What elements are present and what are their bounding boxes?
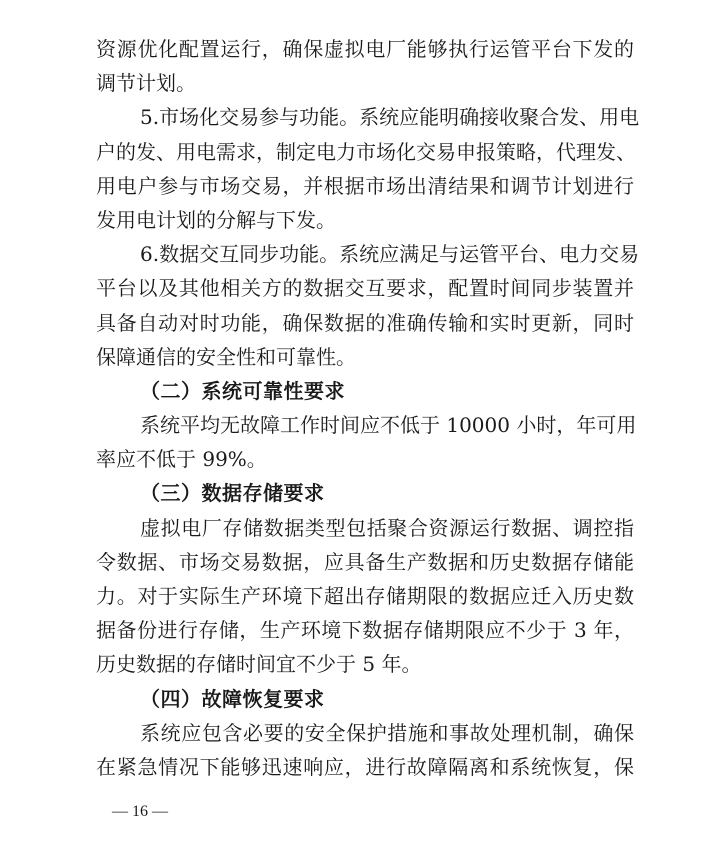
text-line: 具备自动对时功能，确保数据的准确传输和实时更新，同时	[96, 310, 634, 335]
text-line: 平台以及其他相关方的数据交互要求，配置时间同步装置并	[96, 276, 634, 301]
text-line: 令数据、市场交易数据，应具备生产数据和历史数据存储能	[96, 549, 634, 574]
text-line: 保障通信的安全性和可靠性。	[96, 344, 356, 369]
paragraph-start-line: 5.市场化交易参与功能。系统应能明确接收聚合发、用电	[140, 105, 640, 130]
text-line: 力。对于实际生产环境下超出存储期限的数据应迁入历史数	[96, 584, 634, 608]
paragraph-start-line: 6.数据交互同步功能。系统应满足与运管平台、电力交易	[140, 242, 640, 267]
paragraph-start-line: 虚拟电厂存储数据类型包括聚合资源运行数据、调控指	[140, 515, 634, 540]
page-number: — 16 —	[112, 803, 168, 820]
text-line: 率应不低于 99%。	[96, 447, 267, 472]
section-heading: （二）系统可靠性要求	[140, 378, 345, 403]
text-line: 资源优化配置运行，确保虚拟电厂能够执行运管平台下发的	[96, 37, 634, 61]
text-line: 用电户参与市场交易，并根据市场出清结果和调节计划进行	[96, 173, 634, 198]
body-text	[96, 32, 640, 784]
text-line: 户的发、用电需求，制定电力市场化交易申报策略，代理发、	[96, 139, 636, 164]
text-line: 在紧急情况下能够迅速响应，进行故障隔离和系统恢复，保	[96, 754, 634, 779]
paragraph-start-line: 系统应包含必要的安全保护措施和事故处理机制，确保	[140, 720, 634, 745]
text-line: 据备份进行存储，生产环境下数据存储期限应不少于 3 年，	[96, 618, 634, 643]
text-line: 历史数据的存储时间宜不少于 5 年。	[96, 652, 422, 677]
text-line: 发用电计划的分解与下发。	[96, 207, 336, 232]
section-heading: （三）数据存储要求	[140, 481, 325, 506]
paragraph-start-line: 系统平均无故障工作时间应不低于 10000 小时，年可用	[140, 413, 637, 438]
section-heading: （四）故障恢复要求	[140, 686, 325, 711]
text-line: 调节计划。	[96, 71, 196, 96]
